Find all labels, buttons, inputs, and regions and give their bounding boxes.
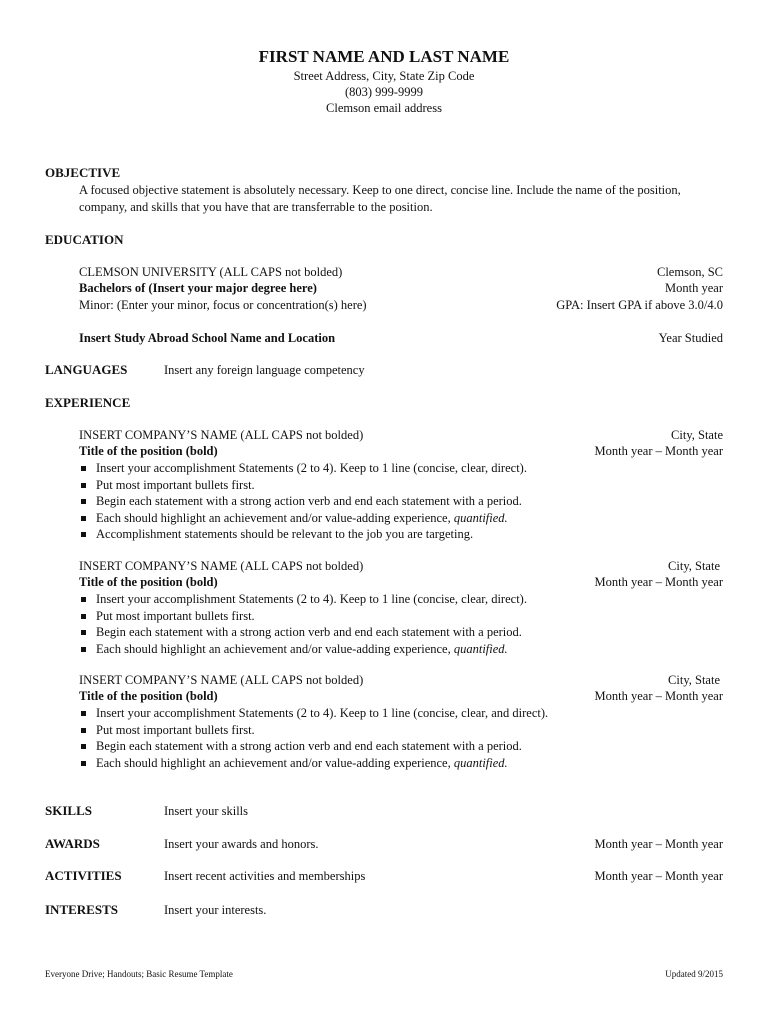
objective-heading: OBJECTIVE [45, 165, 121, 180]
job-location: City, State [668, 673, 720, 687]
bullet-item: Begin each statement with a strong action verb and end each statement with a period. [79, 738, 548, 755]
education-heading: EDUCATION [45, 232, 124, 247]
job-dates: Month year – Month year [594, 444, 723, 458]
activities-heading: ACTIVITIES [45, 868, 122, 883]
job-bullets [79, 705, 548, 771]
bullet-item: Insert your accomplishment Statements (2 to 4). Keep to 1 line (concise, clear, and direct). [79, 705, 548, 722]
bullet-item: Accomplishment statements should be relevant to the job you are targeting. [79, 526, 527, 543]
languages-text: Insert any foreign language competency [164, 363, 365, 377]
gpa: GPA: Insert GPA if above 3.0/4.0 [556, 298, 723, 312]
awards-dates: Month year – Month year [594, 837, 723, 851]
languages-heading: LANGUAGES [45, 362, 128, 377]
bullet-item: Begin each statement with a strong action verb and end each statement with a period. [79, 624, 527, 641]
bullet-item: Put most important bullets first. [79, 722, 548, 739]
footer-left: Everyone Drive; Handouts; Basic Resume Template [45, 969, 233, 979]
resume-email: Clemson email address [326, 101, 442, 115]
job-company: INSERT COMPANY’S NAME (ALL CAPS not bolded) [79, 559, 364, 573]
experience-heading: EXPERIENCE [45, 395, 131, 410]
bullet-item: Put most important bullets first. [79, 477, 527, 494]
job-company: INSERT COMPANY’S NAME (ALL CAPS not bolded) [79, 428, 364, 442]
job-title: Title of the position (bold) [79, 575, 218, 589]
objective-text: A focused objective statement is absolutely necessary. Keep to one direct, concise line. Include the name of the position, company, and skills that you have that are transferrable to the position. [79, 183, 681, 214]
bullet-emphasis: quantified. [453, 641, 508, 656]
bullet-item [79, 641, 527, 658]
study-abroad-date: Year Studied [658, 331, 723, 345]
bullet-text: Each should highlight an achievement and/or value-adding experience, [96, 755, 451, 770]
interests-text: Insert your interests. [164, 903, 267, 917]
school-location: Clemson, SC [657, 265, 723, 279]
bullet-item: Begin each statement with a strong action verb and end each statement with a period. [79, 493, 527, 510]
bullet-text: Each should highlight an achievement and/or value-adding experience, [96, 510, 451, 525]
job-title: Title of the position (bold) [79, 689, 218, 703]
bullet-item: Insert your accomplishment Statements (2 to 4). Keep to 1 line (concise, clear, direct). [79, 460, 527, 477]
resume-phone: (803) 999-9999 [344, 85, 424, 99]
resume-name: FIRST NAME AND LAST NAME [258, 47, 510, 66]
job-title: Title of the position (bold) [79, 444, 218, 458]
resume-address: Street Address, City, State Zip Code [293, 69, 475, 83]
minor: Minor: (Enter your minor, focus or concentration(s) here) [79, 298, 367, 312]
activities-text: Insert recent activities and memberships [164, 869, 366, 883]
job-location: City, State [668, 559, 720, 573]
job-bullets [79, 591, 527, 657]
job-bullets [79, 460, 527, 543]
skills-heading: SKILLS [45, 803, 92, 818]
bullet-text: Each should highlight an achievement and/or value-adding experience, [96, 641, 451, 656]
footer-right: Updated 9/2015 [665, 969, 723, 979]
bullet-item: Insert your accomplishment Statements (2 to 4). Keep to 1 line (concise, clear, direct). [79, 591, 527, 608]
degree-date: Month year [665, 281, 723, 295]
awards-text: Insert your awards and honors. [164, 837, 319, 851]
interests-heading: INTERESTS [45, 902, 118, 917]
activities-dates: Month year – Month year [594, 869, 723, 883]
job-dates: Month year – Month year [594, 689, 723, 703]
bullet-emphasis: quantified. [453, 755, 508, 770]
school-name: CLEMSON UNIVERSITY (ALL CAPS not bolded) [79, 265, 343, 279]
job-company: INSERT COMPANY’S NAME (ALL CAPS not bolded) [79, 673, 364, 687]
job-dates: Month year – Month year [594, 575, 723, 589]
degree: Bachelors of (Insert your major degree here) [79, 281, 317, 295]
awards-heading: AWARDS [45, 836, 100, 851]
bullet-emphasis: quantified. [453, 510, 508, 525]
bullet-item [79, 510, 527, 527]
bullet-item: Put most important bullets first. [79, 608, 527, 625]
study-abroad: Insert Study Abroad School Name and Location [79, 331, 336, 345]
bullet-item [79, 755, 548, 772]
skills-text: Insert your skills [164, 804, 249, 818]
job-location: City, State [671, 428, 723, 442]
